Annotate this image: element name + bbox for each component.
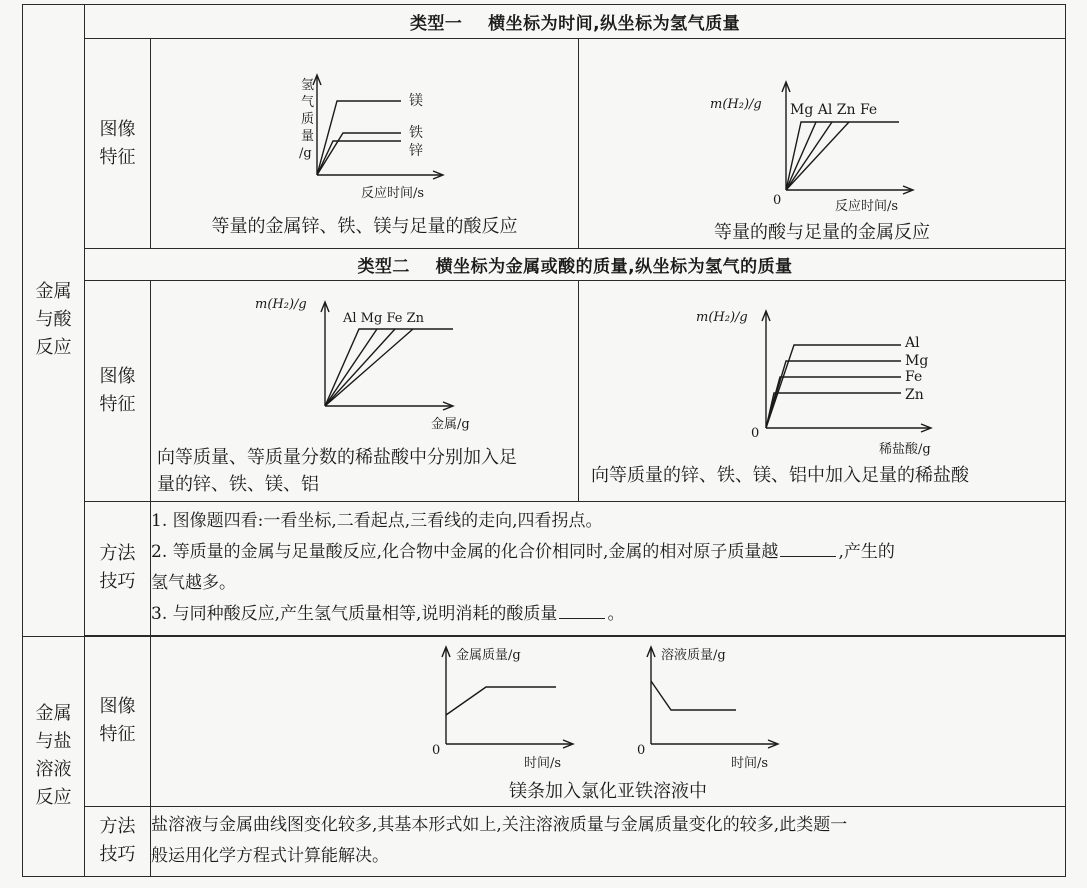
method2-line1: 盐溶液与金属曲线图变化较多,其基本形式如上,关注溶液质量与金属质量变化的较多,此类题一 <box>151 815 848 836</box>
g4-ylabel: m(H₂)/g <box>696 309 748 325</box>
g1-label-fe: 铁 <box>409 125 423 142</box>
section-label-metal-salt <box>23 636 85 876</box>
type1-header <box>85 5 1066 39</box>
g1-line-zn <box>317 141 401 175</box>
g6-curve <box>651 681 736 710</box>
g2-xlabel: 反应时间/s <box>835 198 899 214</box>
method1-row-label <box>85 501 151 635</box>
g6-ylabel: 溶液质量/g <box>661 648 726 664</box>
g2-line-fe <box>786 122 849 190</box>
graph-g2 <box>579 42 1064 220</box>
graph-cell-g4 <box>579 281 1066 501</box>
g2-origin: 0 <box>773 192 782 208</box>
type1-title-b: 横坐标为时间,纵坐标为氢气质量 <box>488 14 741 35</box>
blank-answer-2[interactable] <box>559 604 605 619</box>
g4-line-mg <box>766 361 901 428</box>
g1-ylabel-char: 气 <box>301 95 315 111</box>
g5-xlabel: 时间/s <box>524 756 562 772</box>
g1-label-zn: 锌 <box>409 143 423 160</box>
g2-metal-labels: Mg Al Zn Fe <box>790 101 878 118</box>
type2-header <box>85 249 1066 281</box>
g5-ylabel: 金属质量/g <box>456 648 521 664</box>
row-label-line: 技巧 <box>99 571 136 593</box>
type2-title-a: 类型二 <box>357 257 410 278</box>
method1-line1: 1. 图像题四看:一看坐标,二看起点,三看线的走向,四看拐点。 <box>151 511 603 532</box>
g1-line-mg <box>317 101 401 175</box>
graph-g4 <box>579 293 1064 463</box>
g3-caption <box>151 444 578 498</box>
g2-ylabel: m(H₂)/g <box>710 96 762 112</box>
section-label-line: 反应 <box>35 787 72 809</box>
g1-ylabel-char: 量 <box>301 129 315 145</box>
g3-line-fe <box>325 329 395 406</box>
row-label-line: 图像 <box>99 118 136 140</box>
method1-text <box>151 501 1066 635</box>
g1-caption: 等量的金属锌、铁、镁与足量的酸反应 <box>211 216 518 238</box>
g1-ylabel-char: 氢 <box>301 78 315 94</box>
summary-table-container <box>22 4 1065 877</box>
g1-ylabel-char: /g <box>299 146 312 162</box>
g1-ylabel-char: 质 <box>301 112 315 128</box>
g2-caption: 等量的酸与足量的金属反应 <box>714 221 931 243</box>
g4-line-fe <box>766 377 901 428</box>
section-label-line: 反应 <box>35 337 72 359</box>
g1-line-fe <box>317 133 401 175</box>
graph-g1 <box>151 47 577 222</box>
graph-cell-g2 <box>579 39 1066 249</box>
g3-line-al <box>325 329 453 406</box>
method1-line2-text: 2. 等质量的金属与足量酸反应,化合物中金属的化合价相同时,金属的相对原子质量越 <box>151 542 779 563</box>
section-label-line: 金属 <box>35 281 72 303</box>
salt-caption: 镁条加入氯化亚铁溶液中 <box>509 781 708 803</box>
g4-label-al: Al <box>905 334 920 351</box>
g4-origin: 0 <box>751 425 760 441</box>
graph-salt <box>151 637 1064 779</box>
section-label-metal-acid <box>23 5 85 637</box>
method1-line2-cont: 氢气越多。 <box>151 573 236 594</box>
type2-title-b: 横坐标为金属或酸的质量,纵坐标为氢气的质量 <box>435 257 793 278</box>
graph-cell-g1 <box>151 39 579 249</box>
g3-xlabel: 金属/g <box>431 416 470 432</box>
g4-xlabel: 稀盐酸/g <box>879 441 931 457</box>
g4-caption: 向等质量的锌、铁、镁、铝中加入足量的稀盐酸 <box>591 464 969 486</box>
g4-label-zn: Zn <box>905 386 924 403</box>
method2-line2: 般运用化学方程式计算能解决。 <box>151 846 389 867</box>
method2-row-label <box>85 806 151 876</box>
type2-row-label <box>85 281 151 501</box>
g4-line-zn <box>766 393 901 428</box>
g3-metal-labels: Al Mg Fe Zn <box>343 310 424 326</box>
graph-g3 <box>151 284 577 444</box>
g4-line-al <box>766 345 901 428</box>
g5-curve <box>446 687 556 715</box>
row-label-line: 特征 <box>99 146 136 168</box>
type1-row-label <box>85 39 151 249</box>
row-label-line: 方法 <box>99 543 136 565</box>
g6-origin: 0 <box>637 743 646 759</box>
g3-ylabel: m(H₂)/g <box>255 296 307 312</box>
g1-xlabel: 反应时间/s <box>361 186 425 202</box>
g1-label-mg: 镁 <box>409 93 423 110</box>
g4-label-mg: Mg <box>905 352 929 369</box>
g3-caption-line2: 量的锌、铁、镁、铝 <box>157 473 319 495</box>
g2-line-al <box>786 122 816 190</box>
summary-table <box>22 4 1066 877</box>
section-label-line: 溶液 <box>35 759 72 781</box>
section-label-line: 与酸 <box>35 309 72 331</box>
row-label-line: 图像 <box>99 365 136 387</box>
row-label-line: 方法 <box>99 816 136 838</box>
section2-graph-row-label <box>85 636 151 806</box>
method1-line3 <box>151 599 1065 630</box>
section-label-line: 金属 <box>35 703 72 725</box>
row-label-line: 特征 <box>99 724 136 746</box>
method1-line3-tail: 。 <box>607 604 625 625</box>
method1-line3-text: 3. 与同种酸反应,产生氢气质量相等,说明消耗的酸质量 <box>151 604 558 625</box>
type1-title-a: 类型一 <box>409 14 463 35</box>
row-label-line: 特征 <box>99 393 136 415</box>
g4-label-fe: Fe <box>905 368 923 385</box>
g2-line-mg <box>786 122 899 190</box>
g3-caption-line1: 向等质量、等质量分数的稀盐酸中分别加入足 <box>157 446 517 468</box>
graph-cell-salt <box>151 636 1066 806</box>
row-label-line: 图像 <box>99 696 136 718</box>
method2-text <box>151 806 1066 876</box>
g5-origin: 0 <box>432 743 441 759</box>
g6-xlabel: 时间/s <box>731 756 769 772</box>
section-label-line: 与盐 <box>35 731 72 753</box>
method1-line2 <box>151 537 1065 568</box>
method1-line2-tail: ,产生的 <box>838 542 895 563</box>
blank-answer-1[interactable] <box>780 542 836 557</box>
graph-cell-g3 <box>151 281 579 501</box>
row-label-line: 技巧 <box>99 844 136 866</box>
